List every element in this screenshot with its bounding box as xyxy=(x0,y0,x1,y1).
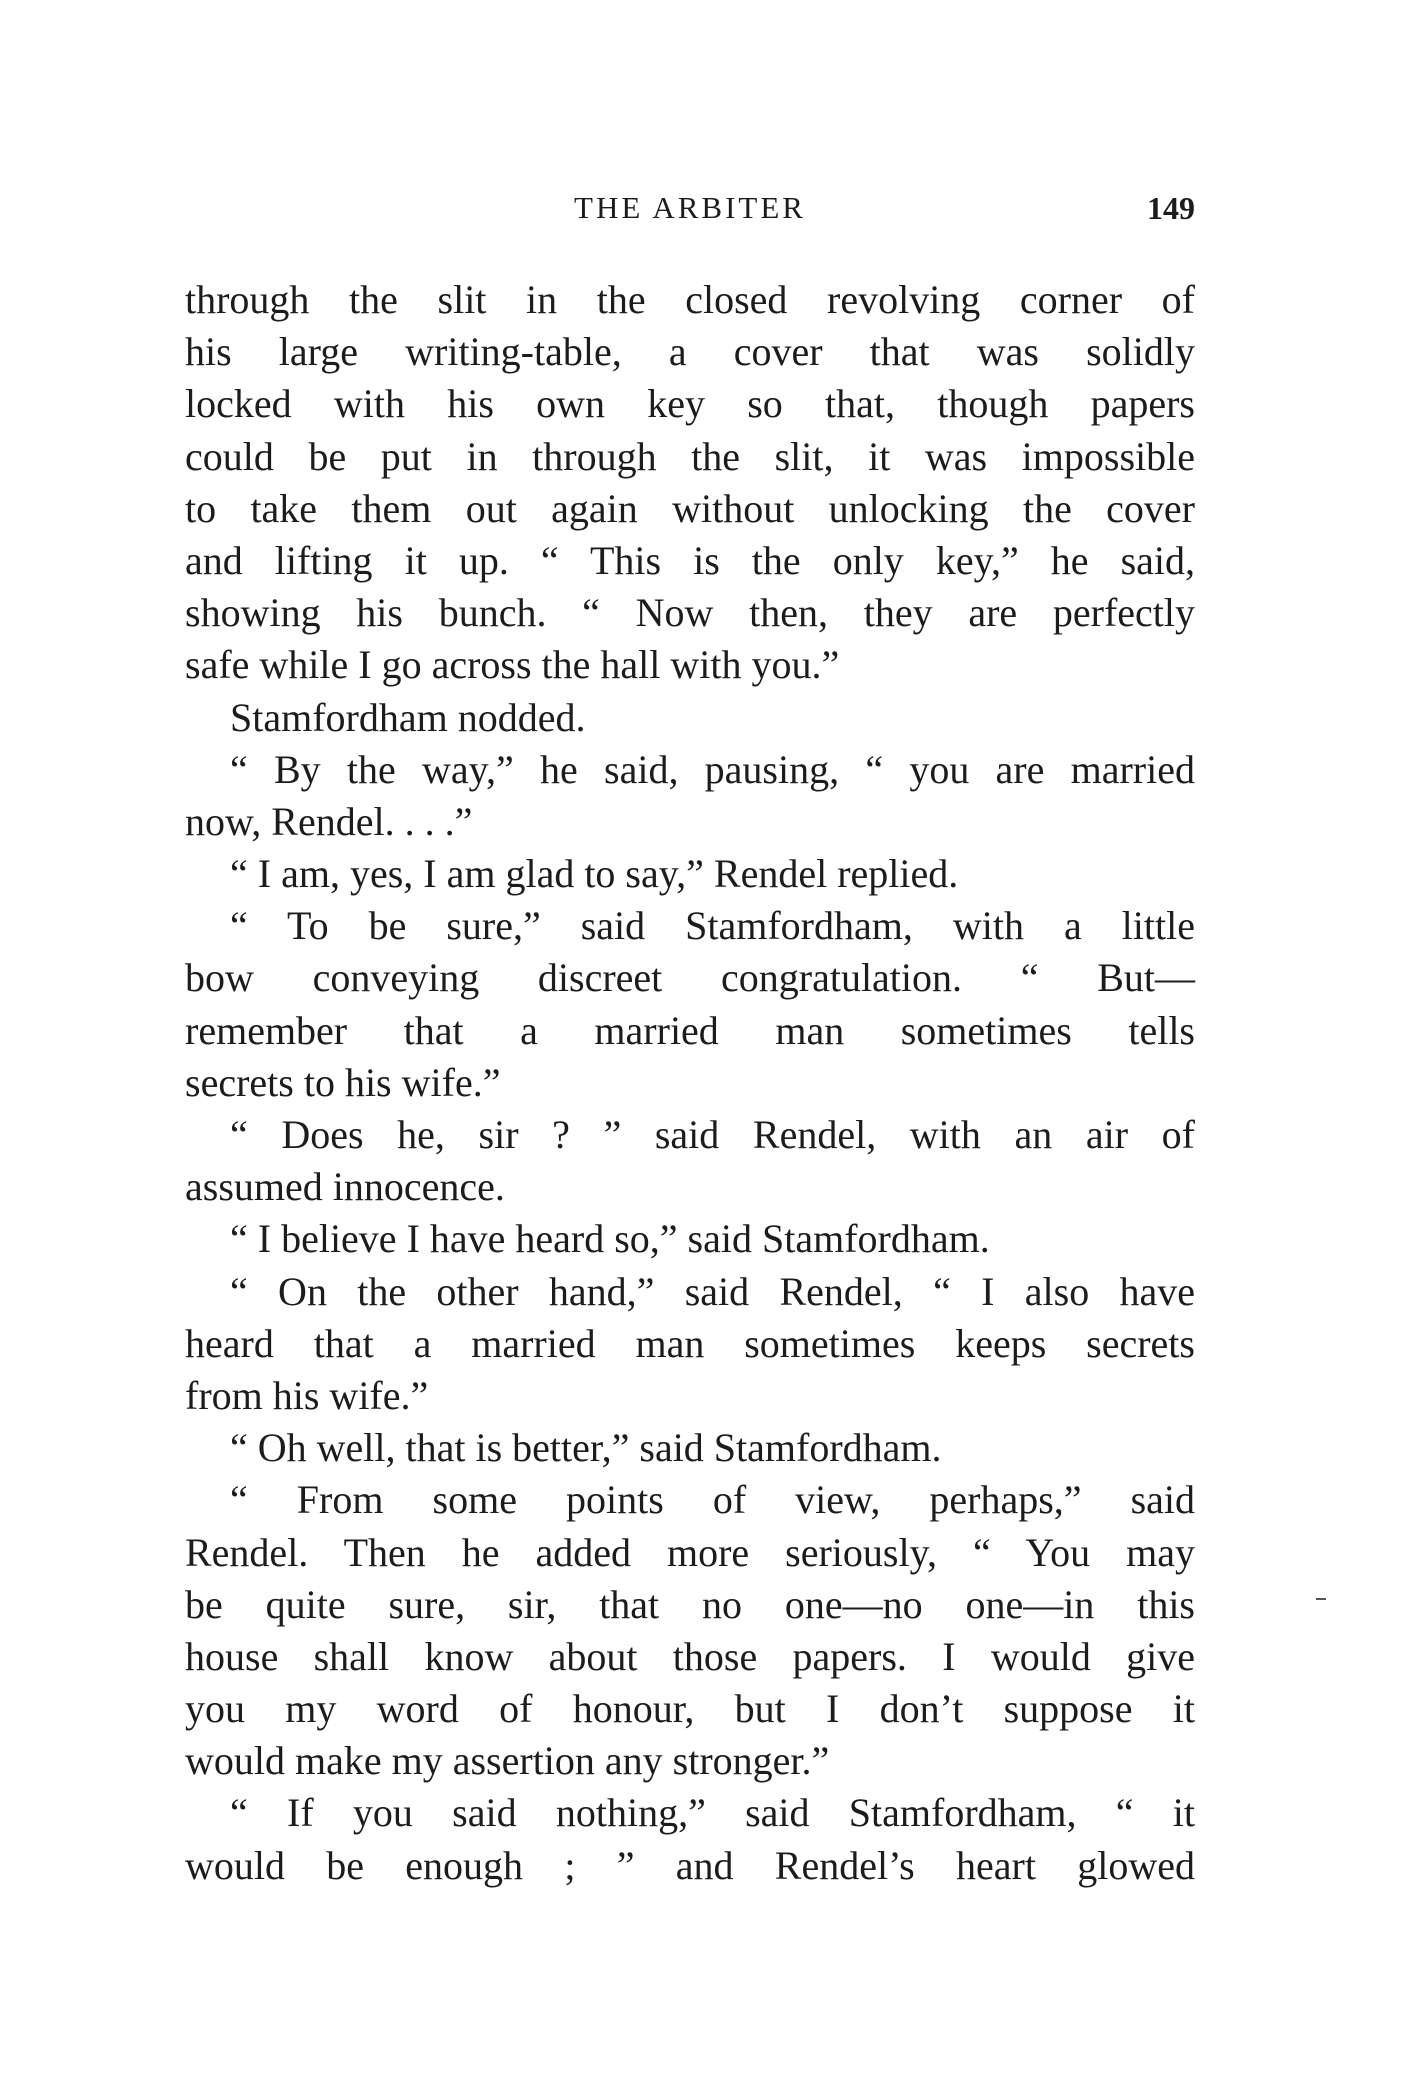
text-line: house shall know about those papers. I would give xyxy=(185,1633,1195,1679)
text-line: Stamfordham nodded. xyxy=(230,694,586,740)
text-line: remember that a married man sometimes tells xyxy=(185,1007,1195,1053)
running-head: THE ARBITER xyxy=(574,190,806,225)
text-line: “ To be sure,” said Stamfordham, with a little xyxy=(230,903,1195,949)
text-line: secrets to his wife.” xyxy=(185,1059,501,1105)
text-line: and lifting it up. “ This is the only key,” he said, xyxy=(185,537,1195,583)
text-line: showing his bunch. “ Now then, they are perfectly xyxy=(185,590,1195,636)
margin-mark xyxy=(1316,1598,1326,1600)
text-line: “ On the other hand,” said Rendel, “ I also have xyxy=(230,1268,1195,1314)
body-text xyxy=(185,274,1195,1892)
text-line: Rendel. Then he added more seriously, “ You may xyxy=(185,1529,1195,1575)
text-line: “ Does he, sir ? ” said Rendel, with an air of xyxy=(230,1112,1195,1157)
page-header xyxy=(185,190,1195,240)
text-line: “ If you said nothing,” said Stamfordham, “ it xyxy=(230,1790,1195,1836)
text-line: you my word of honour, but I don’t suppose it xyxy=(185,1686,1195,1732)
text-line: would make my assertion any stronger.” xyxy=(185,1738,830,1784)
text-line: to take them out again without unlocking the cover xyxy=(185,485,1195,531)
text-line: would be enough ; ” and Rendel’s heart glowed xyxy=(185,1842,1195,1888)
text-line: “ I am, yes, I am glad to say,” Rendel replied. xyxy=(230,851,959,897)
text-line: heard that a married man sometimes keeps secrets xyxy=(185,1320,1195,1366)
text-line: assumed innocence. xyxy=(185,1164,505,1210)
text-line: through the slit in the closed revolving corner of xyxy=(185,277,1195,322)
text-line: “ Oh well, that is better,” said Stamfordham. xyxy=(230,1425,942,1471)
page-number: 149 xyxy=(1147,190,1195,226)
text-line: safe while I go across the hall with you.” xyxy=(185,642,840,688)
text-line: “ From some points of view, perhaps,” said xyxy=(230,1477,1195,1523)
text-line: “ By the way,” he said, pausing, “ you are married xyxy=(230,746,1195,792)
text-line: could be put in through the slit, it was impossible xyxy=(185,433,1195,479)
text-line: “ I believe I have heard so,” said Stamfordham. xyxy=(230,1216,990,1262)
text-line: be quite sure, sir, that no one—no one—in this xyxy=(185,1581,1195,1627)
text-line: bow conveying discreet congratulation. “ But— xyxy=(185,955,1195,1001)
text-line: his large writing-table, a cover that was solidly xyxy=(185,329,1195,375)
text-line: from his wife.” xyxy=(185,1372,429,1418)
text-line: now, Rendel. . . .” xyxy=(185,798,473,844)
text-line: locked with his own key so that, though papers xyxy=(185,381,1195,427)
